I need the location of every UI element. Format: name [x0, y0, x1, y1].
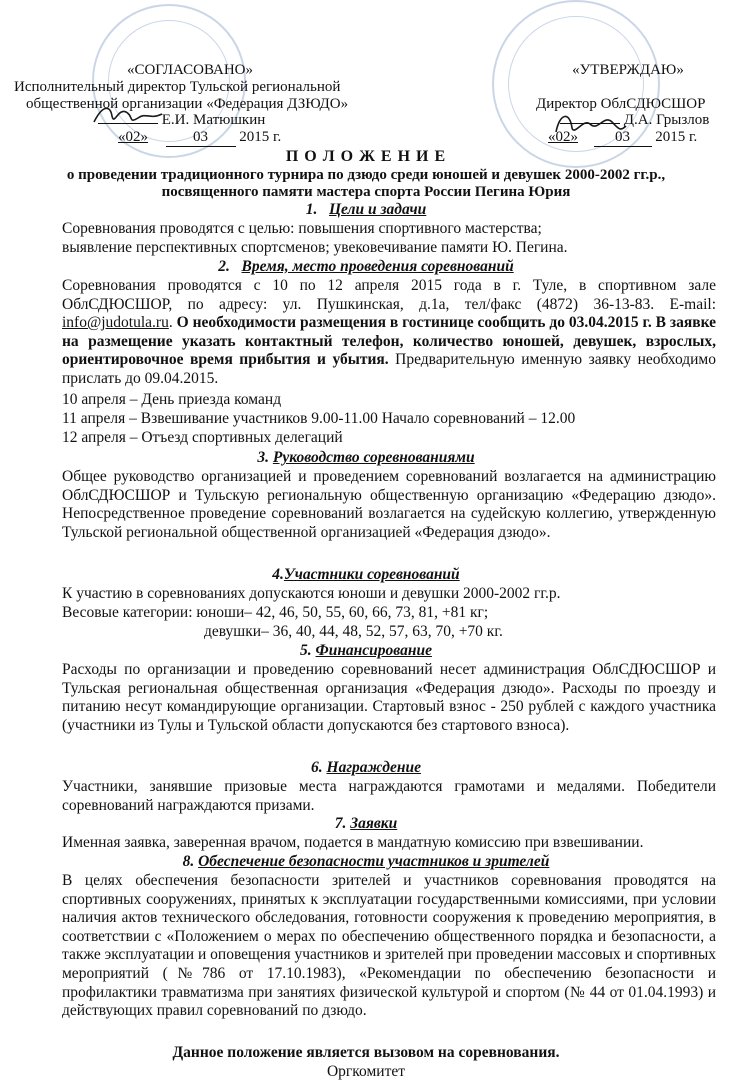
section-5-heading [0, 642, 732, 661]
approval-right-title: «УТВЕРЖДАЮ» [572, 62, 684, 78]
approval-left-line1: Исполнительный директор Тульской региональной [14, 79, 341, 95]
section-8-text: В целях обеспечения безопасности зрителей и участников соревнования проводятся на спортивных сооружениях, принятых к эксплуатации государственными комиссиями, при условии наличия актов технического обследования, готовности сооружения к проведению мероприятия, в соответствии с «Положением о мерах по обеспечению общественного порядка и безопасности, а также эксплуатации и оповещения участников и зрителей при проведении массовых и спортивных мероприятий (№786 от 17.10.1983), «Рекомендации по обеспечению безопасности и профилактики травматизма при занятиях физической культурой и спортом (№ 44 от 01.04.1993) и действующих правил соревнований по дзюдо. [62, 872, 716, 1020]
document-subtitle-line2: посвященного памяти мастера спорта России Пегина Юрия [161, 184, 571, 200]
section-6-heading [0, 759, 732, 778]
approval-left-signature-line [98, 112, 265, 129]
approval-right-line1: Директор ОблСДЮСШОР [536, 96, 706, 112]
approval-right-signer: Д.А. Грызлов [623, 112, 710, 128]
approval-right-date-year: 2015 г. [655, 129, 698, 145]
approval-right-date-month: 03 [594, 129, 652, 147]
section-3-title: Руководство соревнованиями [272, 449, 475, 466]
section-4-line3: девушки– 36, 40, 44, 48, 52, 57, 63, 70, +70 кг. [204, 623, 503, 640]
approval-right-signature-line [560, 112, 709, 129]
approval-right-date-day: «02» [548, 129, 578, 145]
schedule-item: 10 апреля – День приезда команд [62, 391, 282, 408]
section-2-paragraph [62, 277, 716, 389]
section-7-heading [0, 815, 732, 834]
approval-left-date-day: «02» [118, 129, 148, 145]
schedule-item: 11 апреля – Взвешивание участников 9.00-11.00 Начало соревнований – 12.00 [62, 410, 576, 427]
section-5-text: Расходы по организации и проведению соревнований несет администрация ОблСДЮСШОР и Тульская региональная общественная организация «Федерация дзюдо». Расходы по проезду и питанию несут командирующие организации. Стартовый взнос - 250 рублей с каждого участника (участники из Тулы и Тульской области допускаются без стартового взноса). [62, 661, 716, 734]
section-7-title: Заявки [350, 815, 398, 832]
section-4-line1: К участию в соревнованиях допускаются юноши и девушки 2000-2002 гг.р. [62, 585, 561, 602]
section-8-heading [0, 853, 732, 872]
section-6-number: 6. [311, 759, 323, 776]
section-2-number: 2. [218, 258, 230, 275]
section-5-title: Финансирование [315, 642, 432, 659]
document-subtitle-line1: о проведении традиционного турнира по дзюдо среди юношей и девушек 2000-2002 гг.р., [66, 167, 666, 183]
section-8-title: Обеспечение безопасности участников и зрителей [198, 853, 550, 870]
schedule-item: 12 апреля – Отъезд спортивных делегаций [62, 429, 343, 446]
section-7-text: Именная заявка, заверенная врачом, подается в мандатную комиссию при взвешивании. [62, 834, 644, 851]
section-1-title: Цели и задачи [328, 201, 427, 218]
section-1-line1: Соревнования проводятся с целью: повышения спортивного мастерства; [62, 220, 542, 237]
approval-left-line2: общественной организации «Федерация ДЗЮДО» [26, 96, 349, 112]
section-3-text: Общее руководство организацией и проведением соревнований возлагается на администрацию ОблСДЮСШОР и Тульскую региональную общественную организацию «Федерацию дзюдо». Непосредственное проведение соревнований возлагается на судейскую коллегию, утвержденную Тульской региональной общественной организацией «Федерация дзюдо». [62, 468, 716, 541]
section-2-title: Время, место проведения соревнований [241, 258, 514, 275]
section-2-text-a: Соревнования проводятся с 10 по 12 апреля 2015 года в г. Туле, в спортивном зале ОблСДЮСШОР, по адресу: ул. Пушкинская, д.1а, тел/факс (4872) 36-13-83. E-mail: [62, 277, 716, 313]
approval-left-date-year: 2015 г. [239, 129, 282, 145]
section-8-number: 8. [182, 853, 195, 870]
section-7-number: 7. [334, 815, 347, 832]
section-4-title: Участники соревнований [283, 566, 460, 583]
section-2-bold-text: О необходимости размещения в гостинице сообщить до 03.04.2015 г. В заявке на размещение указать контактный телефон, количество юношей, девушек, взрослых, ориентировочное время прибытия и убытия. [62, 314, 716, 369]
contact-email-link[interactable]: info@judotula.ru [62, 314, 169, 332]
document-title: П О Л О Ж Е Н И Е [285, 148, 447, 165]
approval-left-date [118, 129, 281, 147]
section-4-number: 4. [272, 566, 284, 583]
approval-left-title: «СОГЛАСОВАНО» [126, 62, 254, 78]
document-call-note: Данное положение является вызовом на соревнования. [172, 1044, 560, 1061]
section-5-number: 5. [300, 642, 312, 659]
section-2-heading [0, 258, 732, 277]
approval-left-date-month: 03 [166, 129, 236, 147]
approval-right-date [548, 129, 697, 147]
approval-left-signer: Е.И. Матюшкин [161, 112, 266, 128]
section-4-line2: Весовые категории: юноши– 42, 46, 50, 55, 60, 66, 73, 81, +81 кг; [62, 604, 489, 621]
section-3-heading [0, 449, 732, 468]
section-6-text: Участники, занявшие призовые места награждаются грамотами и медалями. Победители соревнований награждаются призами. [62, 778, 716, 814]
section-4-heading [0, 566, 732, 585]
section-1-heading [0, 201, 732, 220]
section-1-line2: выявление перспективных спортсменов; увековечивание памяти Ю. Пегина. [62, 239, 568, 256]
section-3-number: 3. [257, 449, 269, 466]
section-2-text-b: . [168, 314, 177, 332]
section-2-text-c: Предварительную именную заявку необходимо прислать до 09.04.2015. [62, 351, 716, 387]
section-1-number: 1. [305, 201, 318, 218]
section-6-title: Награждение [326, 759, 421, 776]
organizing-committee: Оргкомитет [326, 1063, 406, 1080]
